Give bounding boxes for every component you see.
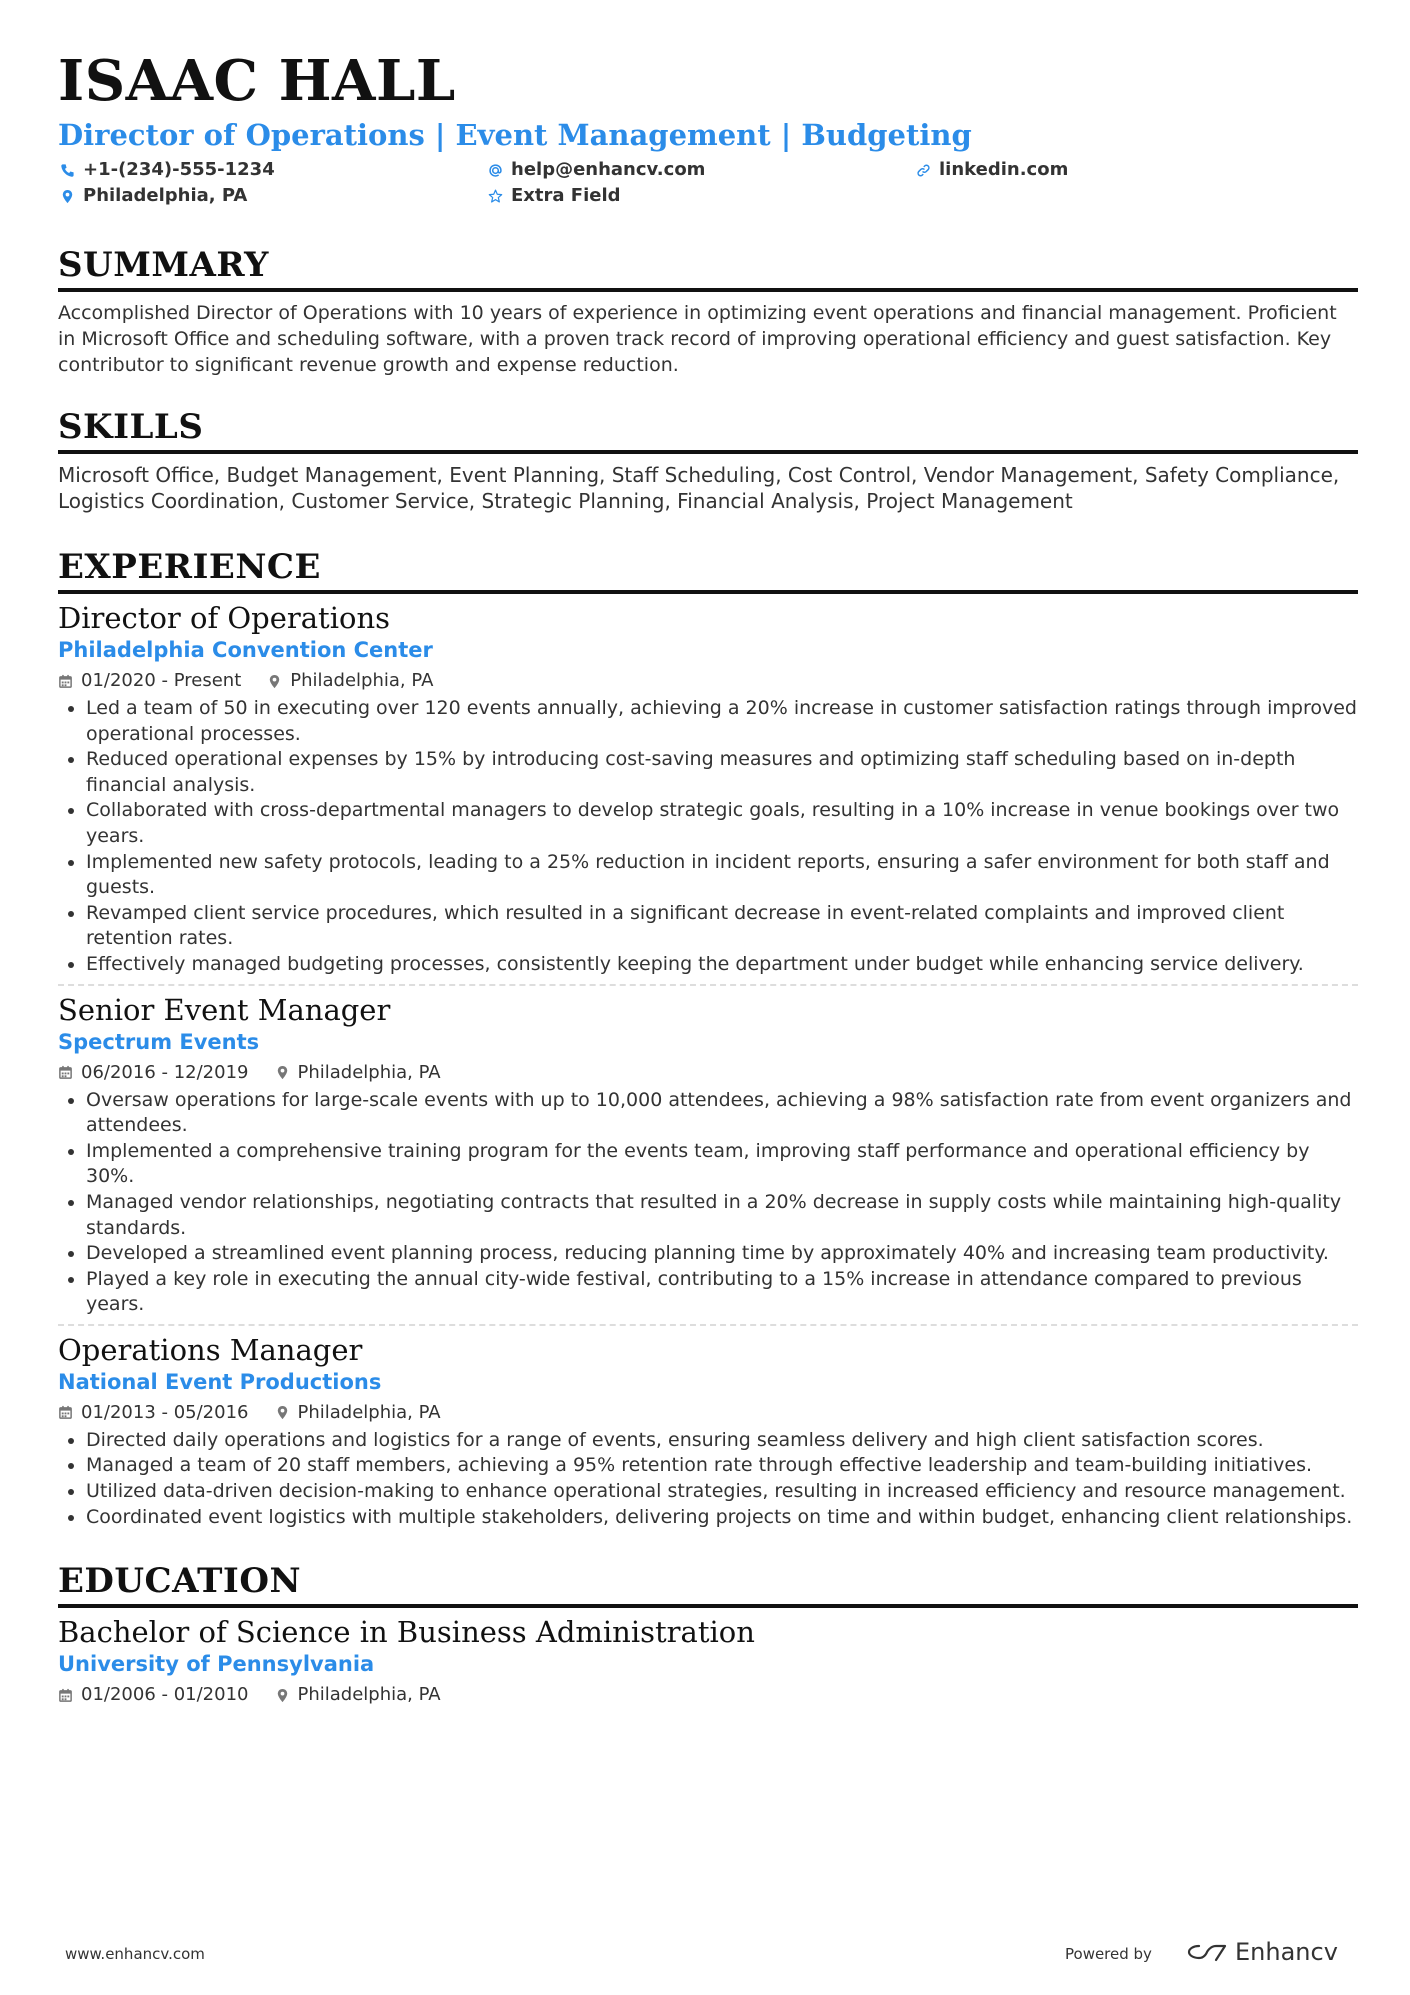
brand-logo[interactable] <box>1185 1938 1338 1966</box>
job-meta <box>58 1060 1358 1086</box>
job-dates: 06/2016 - 12/2019 <box>81 1061 249 1083</box>
job-location: Philadelphia, PA <box>290 670 434 691</box>
phone-text: +1-(234)-555-1234 <box>83 159 275 180</box>
list-item: • Collaborated with cross-departmental managers to develop strategic goals, resulting in a 10% increase in venue bookings over two years. <box>86 798 1358 849</box>
skills-heading: SKILLS <box>58 406 1358 454</box>
list-item: • Implemented a comprehensive training program for the events team, improving staff performance and operational efficiency by 30%. <box>86 1139 1358 1190</box>
link-icon <box>916 163 931 178</box>
candidate-name: ISAAC HALL <box>58 48 456 114</box>
list-item: • Reduced operational expenses by 15% by introducing cost-saving measures and optimizing staff scheduling based on in-depth financial analysis. <box>86 747 1358 798</box>
location-pin-icon <box>267 674 282 689</box>
brand-name: Enhancv <box>1235 1938 1338 1966</box>
list-item: • Led a team of 50 in executing over 120 events annually, achieving a 20% increase in customer satisfaction ratings through improved operational processes. <box>86 696 1358 747</box>
location-pin-icon <box>60 189 75 204</box>
job-bullets <box>58 1428 1358 1530</box>
skills-text: Microsoft Office, Budget Management, Event Planning, Staff Scheduling, Cost Control, Vendor Management, Safety Compliance, Logistics Coordination, Customer Service, Strategic Planning, Financial Analysis, Project Management <box>58 463 1340 513</box>
list-item: • Directed daily operations and logistics for a range of events, ensuring seamless delivery and high client satisfaction scores. <box>86 1428 1358 1454</box>
star-icon <box>488 189 503 204</box>
job-meta <box>58 668 1358 694</box>
summary-section <box>58 244 1358 378</box>
resume-page <box>58 48 1358 1708</box>
education-dates: 01/2006 - 01/2010 <box>81 1684 249 1706</box>
enhancv-logo-icon <box>1185 1940 1229 1964</box>
location-pin-icon <box>275 1688 290 1703</box>
experience-entry <box>58 600 1358 978</box>
company-name: Spectrum Events <box>58 1029 260 1054</box>
company-name: Philadelphia Convention Center <box>58 638 433 662</box>
list-item: • Managed vendor relationships, negotiating contracts that resulted in a 20% decrease in supply costs while maintaining high-quality standards. <box>86 1190 1358 1241</box>
entry-divider <box>58 1324 1358 1326</box>
school-name: University of Pennsylvania <box>58 1652 375 1677</box>
job-title: Director of Operations <box>58 601 390 635</box>
contact-extra <box>488 184 621 208</box>
experience-entry <box>58 992 1358 1318</box>
phone-icon <box>60 163 75 178</box>
list-item: • Revamped client service procedures, which resulted in a significant decrease in event-related complaints and improved client retention rates. <box>86 901 1358 952</box>
list-item: • Oversaw operations for large-scale events with up to 10,000 attendees, achieving a 98% satisfaction rate from event organizers and attendees. <box>86 1088 1358 1139</box>
experience-section <box>58 546 1358 1530</box>
job-title: Senior Event Manager <box>58 992 391 1027</box>
contact-email[interactable] <box>488 158 705 182</box>
job-bullets <box>58 696 1358 978</box>
list-item: • Managed a team of 20 staff members, achieving a 95% retention rate through effective leadership and team-building initiatives. <box>86 1453 1358 1479</box>
entry-divider <box>58 984 1358 986</box>
candidate-subtitle: Director of Operations | Event Management | Budgeting <box>58 118 972 152</box>
footer <box>65 1938 1338 1972</box>
degree-title: Bachelor of Science in Business Administration <box>58 1615 755 1650</box>
job-location: Philadelphia, PA <box>297 1401 441 1423</box>
job-dates: 01/2020 - Present <box>81 670 242 691</box>
location-pin-icon <box>275 1405 290 1420</box>
list-item: • Implemented new safety protocols, leading to a 25% reduction in incident reports, ensuring a safer environment for both staff and guests. <box>86 850 1358 901</box>
contact-phone[interactable] <box>60 158 275 182</box>
experience-heading: EXPERIENCE <box>58 546 1358 594</box>
calendar-icon <box>58 674 73 689</box>
job-bullets <box>58 1088 1358 1318</box>
list-item: • Coordinated event logistics with multiple stakeholders, delivering projects on time and within budget, enhancing client relationships. <box>86 1505 1358 1531</box>
job-meta <box>58 1400 1358 1426</box>
education-entry <box>58 1614 1358 1708</box>
contact-location <box>60 184 247 208</box>
education-location: Philadelphia, PA <box>297 1684 441 1706</box>
linkedin-text: linkedin.com <box>939 159 1069 180</box>
list-item: • Utilized data-driven decision-making to enhance operational strategies, resulting in increased efficiency and resource management. <box>86 1479 1358 1505</box>
list-item: • Effectively managed budgeting processes, consistently keeping the department under budget while enhancing service delivery. <box>86 952 1358 978</box>
education-meta <box>58 1682 1358 1708</box>
education-heading: EDUCATION <box>58 1560 1358 1608</box>
calendar-icon <box>58 1688 73 1703</box>
job-dates: 01/2013 - 05/2016 <box>81 1401 249 1423</box>
extra-text: Extra Field <box>511 185 621 206</box>
contact-linkedin[interactable] <box>916 158 1068 182</box>
at-icon <box>488 163 503 178</box>
summary-text: Accomplished Director of Operations with 10 years of experience in optimizing event operations and financial management. Proficient in Microsoft Office and scheduling software, with a proven track record of improving operational efficiency and guest satisfaction. Key contributor to significant revenue growth and expense reduction. <box>58 302 1337 376</box>
education-section <box>58 1560 1358 1708</box>
calendar-icon <box>58 1405 73 1420</box>
footer-url[interactable]: www.enhancv.com <box>65 1945 205 1963</box>
list-item: • Developed a streamlined event planning process, reducing planning time by approximately 40% and increasing team productivity. <box>86 1241 1358 1267</box>
email-text: help@enhancv.com <box>511 159 706 180</box>
calendar-icon <box>58 1065 73 1080</box>
list-item: • Played a key role in executing the annual city-wide festival, contributing to a 15% increase in attendance compared to previous years. <box>86 1267 1358 1318</box>
company-name: National Event Productions <box>58 1369 382 1394</box>
skills-section <box>58 406 1358 514</box>
experience-entry <box>58 1332 1358 1530</box>
powered-by-text: Powered by <box>1065 1945 1152 1963</box>
location-text: Philadelphia, PA <box>83 185 248 206</box>
contact-info <box>58 158 1358 214</box>
job-location: Philadelphia, PA <box>297 1061 441 1083</box>
location-pin-icon <box>275 1065 290 1080</box>
job-title: Operations Manager <box>58 1332 363 1367</box>
summary-heading: SUMMARY <box>58 244 1358 292</box>
